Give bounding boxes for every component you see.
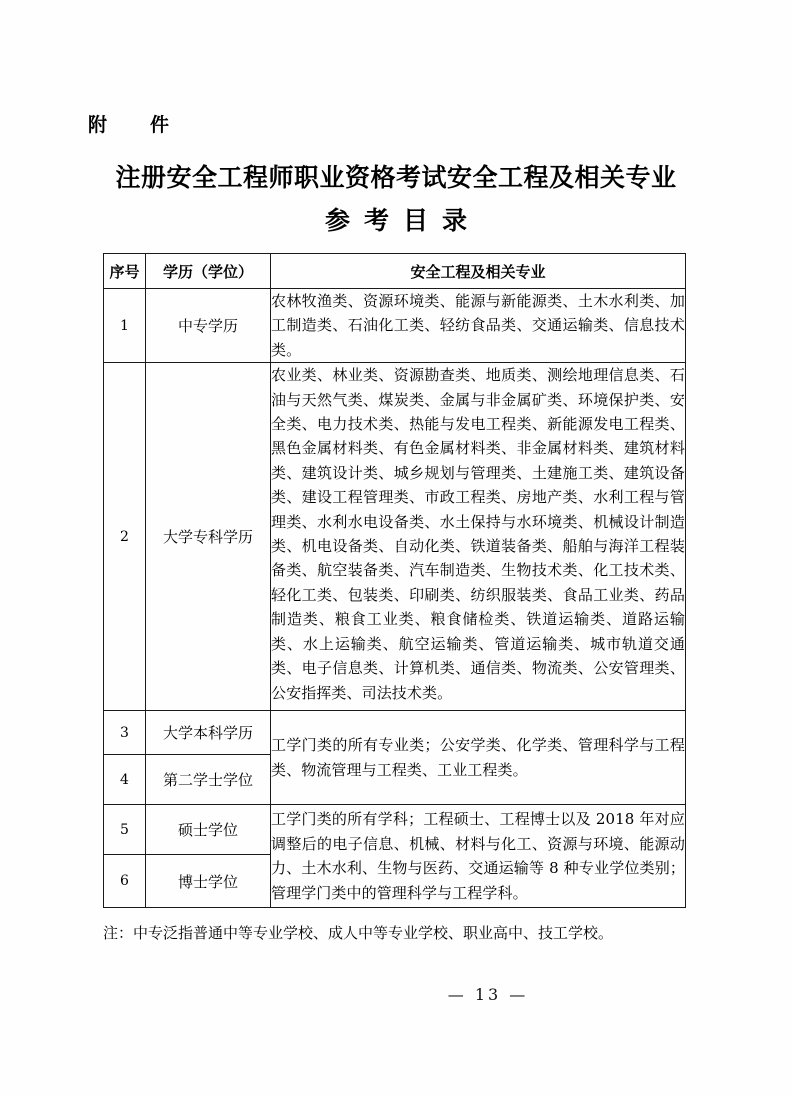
- page-number: — 13 —: [447, 985, 529, 1004]
- row-number: 3: [104, 711, 146, 755]
- table-row: [104, 289, 686, 363]
- table-row: [104, 363, 686, 711]
- table-row: [104, 805, 686, 855]
- row-degree: 硕士学位: [146, 805, 271, 855]
- column-header-no: 序号: [104, 254, 146, 289]
- row-major: 农业类、林业类、资源勘查类、地质类、测绘地理信息类、石油与天然气类、煤炭类、金属与非金属矿类、环境保护类、安全类、电力技术类、热能与发电工程类、新能源发电工程类、黑色金属材料类、有色金属材料类、非金属材料类、建筑材料类、建筑设计类、城乡规划与管理类、土建施工类、建筑设备类、建设工程管理类、市政工程类、房地产类、水利工程与管理类、水利水电设备类、水土保持与水环境类、机械设计制造类、机电设备类、自动化类、铁道装备类、船舶与海洋工程装备类、航空装备类、汽车制造类、生物技术类、化工技术类、轻化工类、包装类、印刷类、纺织服装类、食品工业类、药品制造类、粮食工业类、粮食储检类、铁道运输类、道路运输类、水上运输类、航空运输类、管道运输类、城市轨道交通类、电子信息类、计算机类、通信类、物流类、公安管理类、公安指挥类、司法技术类。: [271, 363, 686, 711]
- table-header: [104, 254, 686, 289]
- row-number: 1: [104, 289, 146, 363]
- table-footnote: 注：中专泛指普通中等专业学校、成人中等专业学校、职业高中、技工学校。: [103, 924, 614, 942]
- row-major-merged-undergrad: 工学门类的所有专业类；公安学类、化学类、管理科学与工程类、物流管理与工程类、工业工程类。: [271, 711, 686, 805]
- majors-table-container: [103, 253, 685, 908]
- row-degree: 中专学历: [146, 289, 271, 363]
- column-header-major: 安全工程及相关专业: [271, 254, 686, 289]
- row-number: 4: [104, 755, 146, 805]
- table-row: [104, 711, 686, 755]
- table-body: [104, 289, 686, 908]
- row-degree: 第二学士学位: [146, 755, 271, 805]
- row-major: 农林牧渔类、资源环境类、能源与新能源类、土木水利类、加工制造类、石油化工类、轻纺食品类、交通运输类、信息技术类。: [271, 289, 686, 363]
- table-header-row: [104, 254, 686, 289]
- row-number: 2: [104, 363, 146, 711]
- row-degree: 大学本科学历: [146, 711, 271, 755]
- row-major-merged-graduate: 工学门类的所有学科；工程硕士、工程博士以及 2018 年对应调整后的电子信息、机械、材料与化工、资源与环境、能源动力、土木水利、生物与医药、交通运输等 8 种专业学位类别；管理学门类中的管理科学与工程学科。: [271, 805, 686, 908]
- page-title: 注册安全工程师职业资格考试安全工程及相关专业: [115, 163, 677, 192]
- row-number: 5: [104, 805, 146, 855]
- column-header-degree: 学历（学位）: [146, 254, 271, 289]
- majors-table: [103, 253, 686, 908]
- row-degree: 博士学位: [146, 855, 271, 908]
- attachment-label: 附 件: [88, 114, 182, 136]
- row-degree: 大学专科学历: [146, 363, 271, 711]
- page-subtitle: 参考目录: [324, 206, 481, 235]
- row-number: 6: [104, 855, 146, 908]
